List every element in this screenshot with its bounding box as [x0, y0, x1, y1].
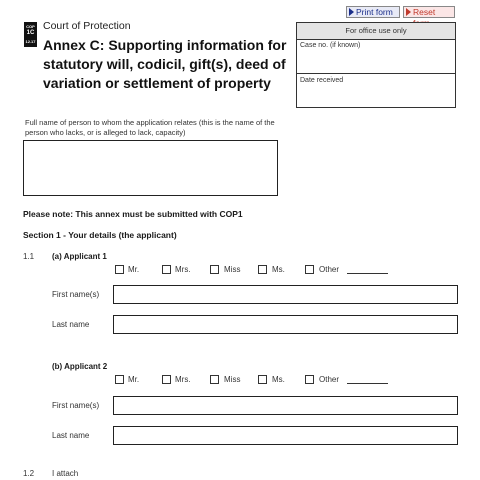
mrs-checkbox[interactable]	[162, 265, 171, 274]
arrow-icon	[349, 8, 354, 16]
other-title-input[interactable]	[347, 383, 388, 384]
person-name-input[interactable]	[23, 140, 278, 196]
other-title-input[interactable]	[347, 273, 388, 274]
ms-label: Ms.	[272, 265, 285, 274]
mrs-label: Mrs.	[175, 375, 191, 384]
mr-label: Mr.	[128, 375, 140, 384]
applicant-2-heading: (b) Applicant 2	[52, 362, 108, 371]
ms-checkbox[interactable]	[258, 265, 267, 274]
applicant-1-heading: (a) Applicant 1	[52, 252, 107, 261]
last-name-label: Last name	[52, 320, 90, 329]
question-number: 1.2	[23, 469, 35, 478]
applicant-1-first-name-input[interactable]	[113, 285, 458, 304]
court-name: Court of Protection	[43, 20, 131, 32]
applicant-2-last-name-input[interactable]	[113, 426, 458, 445]
last-name-label: Last name	[52, 431, 90, 440]
other-checkbox[interactable]	[305, 265, 314, 274]
reset-form-label: Reset	[413, 7, 436, 17]
print-form-button[interactable]	[346, 6, 400, 18]
person-name-label: Full name of person to whom the application relates (this is the name of the person who lacks, or is alleged to lack, capacity)	[25, 118, 275, 137]
section-1-heading: Section 1 - Your details (the applicant)	[23, 230, 177, 240]
miss-label: Miss	[224, 265, 241, 274]
other-label: Other	[319, 265, 340, 274]
other-checkbox[interactable]	[305, 375, 314, 384]
form-code-badge	[24, 22, 37, 47]
badge-line-2: 1C	[26, 30, 35, 36]
question-number: 1.1	[23, 252, 35, 261]
page-title: Annex C: Supporting information for statutory will, codicil, gift(s), deed of variation or settlement of property	[43, 37, 287, 91]
applicant-1-last-name-input[interactable]	[113, 315, 458, 334]
date-received-field[interactable]	[297, 74, 455, 107]
mr-checkbox[interactable]	[115, 265, 124, 274]
date-received-label: Date received	[300, 77, 344, 84]
mr-label: Mr.	[128, 265, 140, 274]
ms-checkbox[interactable]	[258, 375, 267, 384]
miss-label: Miss	[224, 375, 241, 384]
miss-checkbox[interactable]	[210, 265, 219, 274]
reset-form-button[interactable]	[403, 6, 455, 18]
arrow-icon	[406, 8, 411, 16]
mr-checkbox[interactable]	[115, 375, 124, 384]
case-number-label: Case no. (if known)	[300, 42, 361, 49]
annex-note: Please note: This annex must be submitted with COP1	[23, 209, 243, 219]
first-name-label: First name(s)	[52, 290, 100, 299]
other-label: Other	[319, 375, 340, 384]
ms-label: Ms.	[272, 375, 285, 384]
mrs-label: Mrs.	[175, 265, 191, 274]
attach-label: I attach	[52, 469, 79, 478]
case-number-field[interactable]	[297, 39, 455, 74]
badge-line-1: COP	[26, 24, 35, 29]
badge-line-3: 12.17	[25, 39, 36, 44]
office-use-box	[296, 22, 456, 108]
office-use-heading: For office use only	[297, 23, 455, 40]
first-name-label: First name(s)	[52, 401, 100, 410]
miss-checkbox[interactable]	[210, 375, 219, 384]
print-form-label: Print form	[356, 7, 393, 17]
mrs-checkbox[interactable]	[162, 375, 171, 384]
applicant-2-first-name-input[interactable]	[113, 396, 458, 415]
